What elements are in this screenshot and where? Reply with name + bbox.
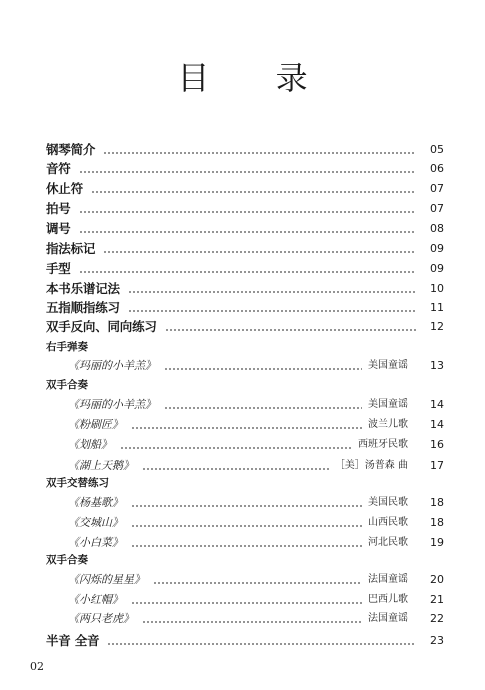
piece-source: 波兰儿歌 [368, 419, 408, 430]
toc-sub-entry[interactable] [68, 396, 444, 414]
dot-leader [153, 582, 362, 584]
toc-entry-title: 本书乐谱记法 [46, 281, 120, 296]
toc-entry[interactable] [46, 220, 444, 238]
toc-entry-page: 14 [430, 418, 444, 431]
toc-sub-entry[interactable] [68, 514, 444, 532]
piece-title: 《湖上天鹅》 [68, 459, 134, 472]
toc-sub-entry[interactable] [68, 457, 444, 475]
toc-entry-title: 五指顺指练习 [46, 300, 120, 315]
toc-entry-page: 07 [430, 202, 444, 215]
piece-title: 《划船》 [68, 438, 112, 451]
dot-leader [91, 191, 416, 193]
dot-leader [107, 643, 416, 645]
dot-leader [164, 368, 362, 370]
dot-leader [131, 602, 362, 604]
toc-entry-title: 音符 [46, 161, 71, 176]
toc-sub-entry[interactable] [68, 494, 444, 512]
piece-title: 《杨基歌》 [68, 496, 123, 509]
piece-title: 《粉刷匠》 [68, 418, 123, 431]
section-label: 双手合奏 [46, 379, 88, 391]
toc-entry-page: 11 [430, 301, 444, 314]
toc-entry-page: 23 [430, 634, 444, 647]
dot-leader [164, 407, 362, 409]
page-number: 02 [30, 660, 44, 673]
toc-entry-page: 20 [430, 573, 444, 586]
piece-title: 《两只老虎》 [68, 612, 134, 625]
toc-sub-entry[interactable] [68, 591, 444, 609]
toc-sub-entry[interactable] [68, 534, 444, 552]
dot-leader [131, 427, 362, 429]
toc-entry-title: 钢琴简介 [46, 142, 96, 157]
dot-leader [79, 271, 416, 273]
dot-leader [79, 171, 416, 173]
piece-source: ［美］汤普森 曲 [334, 460, 408, 471]
toc-entry[interactable] [46, 299, 444, 317]
piece-title: 《玛丽的小羊羔》 [68, 398, 156, 411]
dot-leader [142, 621, 362, 623]
dot-leader [103, 152, 416, 154]
toc-entry-title: 双手反向、同向练习 [46, 319, 157, 334]
toc-entry[interactable] [46, 180, 444, 198]
toc-entry-page: 05 [430, 143, 444, 156]
toc-entry-title: 休止符 [46, 181, 83, 196]
toc-entry[interactable] [46, 240, 444, 258]
toc-entry-page: 21 [430, 593, 444, 606]
toc-entry-page: 08 [430, 222, 444, 235]
toc-entry[interactable] [46, 200, 444, 218]
toc-sub-entry[interactable] [68, 436, 444, 454]
toc-entry-page: 12 [430, 320, 444, 333]
dot-leader [120, 447, 352, 449]
toc-entry-page: 09 [430, 262, 444, 275]
toc-sub-entry[interactable] [68, 416, 444, 434]
dot-leader [128, 310, 416, 312]
dot-leader [131, 545, 362, 547]
piece-title: 《小白菜》 [68, 536, 123, 549]
piece-title: 《玛丽的小羊羔》 [68, 359, 156, 372]
piece-source: 美国民歌 [368, 497, 408, 508]
piece-source: 巴西儿歌 [368, 594, 408, 605]
section-label: 双手交替练习 [46, 477, 109, 489]
dot-leader [131, 525, 362, 527]
piece-source: 法国童谣 [368, 613, 408, 624]
toc-entry-page: 09 [430, 242, 444, 255]
piece-source: 山西民歌 [368, 517, 408, 528]
dot-leader [103, 251, 416, 253]
piece-source: 法国童谣 [368, 574, 408, 585]
dot-leader [128, 291, 416, 293]
piece-source: 美国童谣 [368, 360, 408, 371]
piece-source: 西班牙民歌 [358, 439, 408, 450]
toc-sub-entry[interactable] [68, 357, 444, 375]
toc-entry-page: 14 [430, 398, 444, 411]
toc-entry-title: 指法标记 [46, 241, 96, 256]
piece-title: 《闪烁的星星》 [68, 573, 145, 586]
section-label: 双手合奏 [46, 554, 88, 566]
toc-entry-page: 06 [430, 162, 444, 175]
toc-entry[interactable] [46, 632, 444, 650]
toc-sub-entry[interactable] [68, 571, 444, 589]
toc-entry-page: 17 [430, 459, 444, 472]
piece-title: 《交城山》 [68, 516, 123, 529]
toc-entry-page: 16 [430, 438, 444, 451]
piece-source: 河北民歌 [368, 537, 408, 548]
toc-entry-page: 19 [430, 536, 444, 549]
dot-leader [142, 468, 329, 470]
toc-entry-page: 22 [430, 612, 444, 625]
dot-leader [79, 211, 416, 213]
toc-sub-entry[interactable] [68, 610, 444, 628]
dot-leader [79, 231, 416, 233]
toc-entry-title: 拍号 [46, 201, 71, 216]
section-label: 右手弹奏 [46, 341, 88, 353]
page-title: 目 录 [177, 59, 336, 97]
dot-leader [165, 329, 416, 331]
toc-entry-title: 手型 [46, 261, 71, 276]
toc-entry-page: 07 [430, 182, 444, 195]
toc-entry-page: 10 [430, 282, 444, 295]
toc-entry-page: 18 [430, 516, 444, 529]
piece-source: 美国童谣 [368, 399, 408, 410]
toc-entry[interactable] [46, 141, 444, 159]
dot-leader [131, 505, 362, 507]
toc-entry[interactable] [46, 318, 444, 336]
toc-entry[interactable] [46, 160, 444, 178]
piece-title: 《小红帽》 [68, 593, 123, 606]
toc-entry-page: 13 [430, 359, 444, 372]
toc-entry-page: 18 [430, 496, 444, 509]
toc-entry-title: 调号 [46, 221, 71, 236]
toc-entry[interactable] [46, 260, 444, 278]
toc-entry-title: 半音 全音 [46, 633, 100, 648]
toc-entry[interactable] [46, 280, 444, 298]
